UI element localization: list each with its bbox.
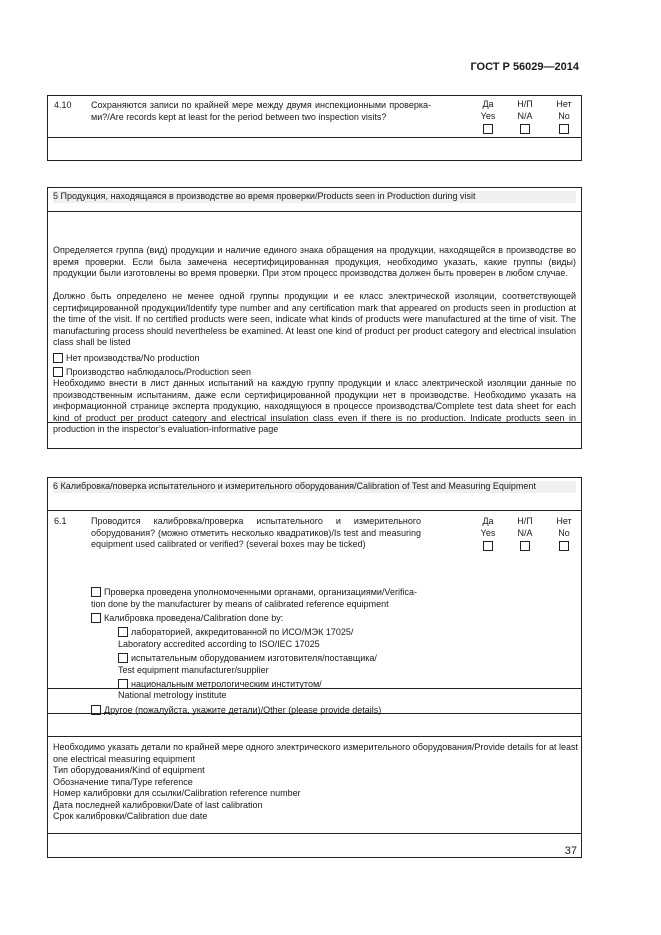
accredited-lab-checkbox[interactable] — [118, 627, 128, 637]
section-5-header-row — [48, 188, 581, 212]
answer-na-ru: Н/П — [517, 99, 533, 109]
verification-checkbox[interactable] — [91, 587, 101, 597]
sub-option-manufacturer-equipment[interactable] — [118, 653, 377, 665]
answer-na-ru: Н/П — [517, 516, 533, 526]
option-no-production-label: Нет производства/No production — [66, 353, 200, 363]
details-line-2: Тип оборудования/Kind of equipment — [53, 765, 205, 775]
sub-option-manufacturer-line-1: испытательным оборудованием изготовителя/поставщика/ — [131, 653, 377, 663]
calibration-checkbox[interactable] — [91, 613, 101, 623]
question-6-1-row — [48, 511, 581, 689]
answer-na — [512, 516, 538, 551]
details-line-4: Номер калибровки для ссылки/Calibration reference number — [53, 788, 301, 798]
section-6-title: 6 Калибровка/поверка испытательного и измерительного оборудования/Calibration of Test and Measuring Equipment — [48, 478, 581, 496]
yes-checkbox[interactable] — [483, 124, 493, 134]
answer-na — [512, 99, 538, 134]
na-checkbox[interactable] — [520, 541, 530, 551]
notes-row[interactable] — [48, 138, 581, 160]
question-row — [48, 96, 581, 138]
equipment-details-row — [48, 737, 581, 834]
section-6-table — [47, 477, 582, 858]
option-production-seen-label: Производство наблюдалось/Production seen — [66, 367, 252, 377]
answer-yes — [475, 99, 501, 134]
option-verification-line-2: tion done by the manufacturer by means of calibrated reference equipment — [91, 599, 389, 609]
details-line-1: Необходимо указать детали по крайней мере одного электрического измерительного оборудования/Provide details for at least one electrical measuring equipment — [53, 742, 578, 764]
page-number: 37 — [564, 845, 577, 857]
sub-option-accredited-lab-line-1: лабораторией, аккредитованной по ИСО/МЭК 17025/ — [131, 627, 354, 637]
section-5-body-row — [48, 212, 581, 434]
answer-no — [551, 99, 577, 134]
option-other-label: Другое (пожалуйста, укажите детали)/Other (please provide details) — [104, 705, 382, 715]
no-checkbox[interactable] — [559, 124, 569, 134]
section-6-header-row — [48, 478, 581, 511]
question-text: Проводится калибровка/проверка испытательного и измерительного оборудования? (можно отметить несколько квадратиков)/Is test and measuring equipment used calibrated or verified? (several boxes may be ticked) — [91, 516, 421, 549]
answer-na-en: N/A — [517, 527, 533, 538]
answer-na-en: N/A — [517, 110, 533, 121]
answer-no-en: No — [558, 527, 570, 538]
notes-row[interactable] — [48, 834, 581, 857]
answer-yes-en: Yes — [480, 110, 496, 121]
answer-yes-ru: Да — [482, 516, 494, 526]
answer-yes-en: Yes — [480, 527, 496, 538]
details-line-6: Срок калибровки/Calibration due date — [53, 811, 208, 821]
option-no-production[interactable] — [53, 353, 199, 365]
metrology-institute-checkbox[interactable] — [118, 679, 128, 689]
yes-checkbox[interactable] — [483, 541, 493, 551]
answer-no-ru: Нет — [556, 516, 572, 526]
sub-option-metrology-institute[interactable] — [118, 679, 322, 691]
notes-row[interactable] — [48, 423, 581, 448]
manufacturer-equipment-checkbox[interactable] — [118, 653, 128, 663]
section-5-para-3: Необходимо внести в лист данных испытаний на каждую группу продукции и класс электрической изоляции данные по производственным испытаниям, даже если сертифицированной продукции нет в производстве. Необходимо указать на информационной странице эксперта продукцию, находящуюся в процессе производства/Complete test data sheet for each kind of product per product category and electrical insulation class even if there is no production. Indicate products seen in production in the inspector’s evaluation-informative page — [53, 378, 576, 434]
production-seen-checkbox[interactable] — [53, 367, 63, 377]
section-5-para-1: Определяется группа (вид) продукции и наличие единого знака обращения на продукции, находящейся в производстве во время проверки. Если была замечена несертифицированная продукция, необходимо указать, какие группы (виды) продукции были изготовлены во время проверки. При этом процесс производства должен быть проверен в любом случае. — [53, 245, 576, 278]
option-calibration[interactable] — [91, 613, 283, 625]
question-number: 4.10 — [54, 100, 72, 110]
question-4-10-table — [47, 95, 582, 161]
sub-option-accredited-lab[interactable] — [118, 627, 353, 639]
answer-no — [551, 516, 577, 551]
section-5-title: 5 Продукция, находящаяся в производстве во время проверки/Products seen in Production during visit — [48, 188, 581, 206]
document-code: ГОСТ Р 56029—2014 — [470, 61, 579, 73]
answer-no-ru: Нет — [556, 99, 572, 109]
notes-row[interactable] — [48, 713, 581, 737]
answer-no-en: No — [558, 110, 570, 121]
no-production-checkbox[interactable] — [53, 353, 63, 363]
option-calibration-label: Калибровка проведена/Calibration done by: — [104, 613, 284, 623]
answer-yes-ru: Да — [482, 99, 494, 109]
question-text: Сохраняются записи по крайней мере между двумя инспекционными проверка-ми?/Are records kept at least for the period between two inspection visits? — [91, 100, 431, 122]
sub-option-metrology-line-1: национальным метрологическим институтом/ — [131, 679, 322, 689]
details-line-5: Дата последней калибровки/Date of last calibration — [53, 799, 263, 810]
no-checkbox[interactable] — [559, 541, 569, 551]
option-production-seen[interactable] — [53, 367, 251, 379]
details-line-3: Обозначение типа/Type reference — [53, 776, 193, 787]
sub-option-accredited-lab-line-2: Laboratory accredited according to ISO/IEC 17025 — [118, 639, 320, 649]
sub-option-manufacturer-line-2: Test equipment manufacturer/supplier — [118, 665, 269, 675]
question-number: 6.1 — [54, 516, 67, 526]
option-verification[interactable] — [91, 587, 417, 599]
na-checkbox[interactable] — [520, 124, 530, 134]
sub-option-metrology-line-2: National metrology institute — [118, 690, 227, 700]
answer-yes — [475, 516, 501, 551]
section-5-para-2: Должно быть определено не менее одной группы продукции и ее класс электрической изоляции, соответствующей сертифицированной продукции/Identify type number and any certification mark that appeared on products seen in production at the time of the visit. If no certified products were seen, indicate what kinds of products were manufactured at the time of visit. The manufacturing process should nevertheless be examined. At least one kind of product per product category and electrical insulation class shall be listed — [53, 291, 576, 347]
option-verification-line-1: Проверка проведена уполномоченными органами, организациями/Verifica- — [104, 587, 417, 597]
section-5-table — [47, 187, 582, 449]
